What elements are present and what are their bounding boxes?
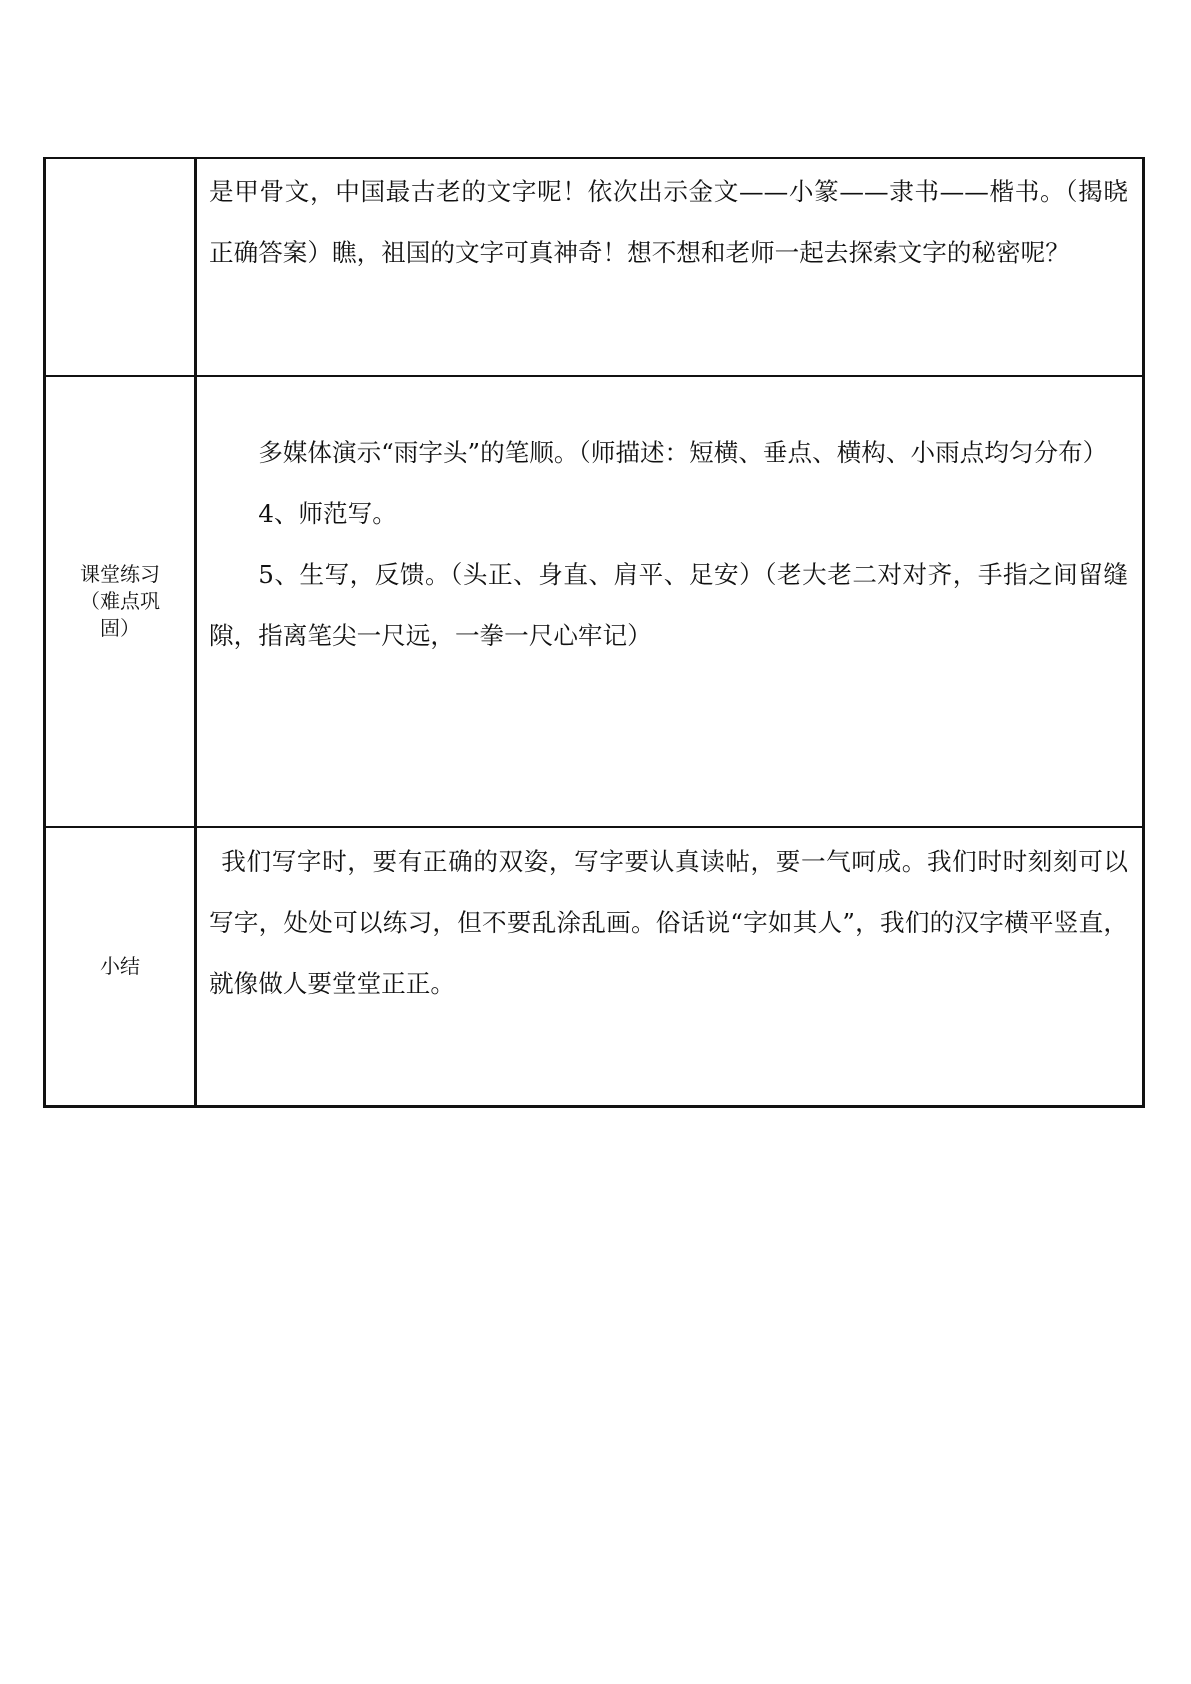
row-content-cell	[196, 827, 1144, 1107]
content-paragraph: 多媒体演示“雨字头”的笔顺。（师描述：短横、垂点、横构、小雨点均匀分布）	[258, 438, 1108, 467]
content-paragraph: 5、生写，反馈。（头正、身直、肩平、足安）（老大老二对对齐，手指之间留缝隙，指离笔尖一尺远，一拳一尺心牢记）	[209, 560, 1128, 650]
row-content-cell	[196, 158, 1144, 376]
row-content-cell	[196, 376, 1144, 827]
table-row	[45, 158, 1144, 376]
table-row	[45, 376, 1144, 827]
content-paragraph: 是甲骨文，中国最古老的文字呢！依次出示金文——小篆——隶书——楷书。（揭晓正确答案）瞧，祖国的文字可真神奇！想不想和老师一起去探索文字的秘密呢？	[209, 177, 1128, 267]
row-label: 课堂练习（难点巩固）	[80, 562, 160, 640]
row-label-cell	[45, 827, 196, 1107]
table-row	[45, 827, 1144, 1107]
row-label-cell	[45, 376, 196, 827]
row-label-cell	[45, 158, 196, 376]
row-label: 小结	[100, 954, 140, 978]
lesson-plan-table	[43, 157, 1145, 1108]
content-paragraph: 4、师范写。	[258, 499, 397, 528]
content-paragraph: 我们写字时，要有正确的双姿，写字要认真读帖，要一气呵成。我们时时刻刻可以写字，处处可以练习，但不要乱涂乱画。俗话说“字如其人”，我们的汉字横平竖直，就像做人要堂堂正正。	[209, 847, 1128, 998]
